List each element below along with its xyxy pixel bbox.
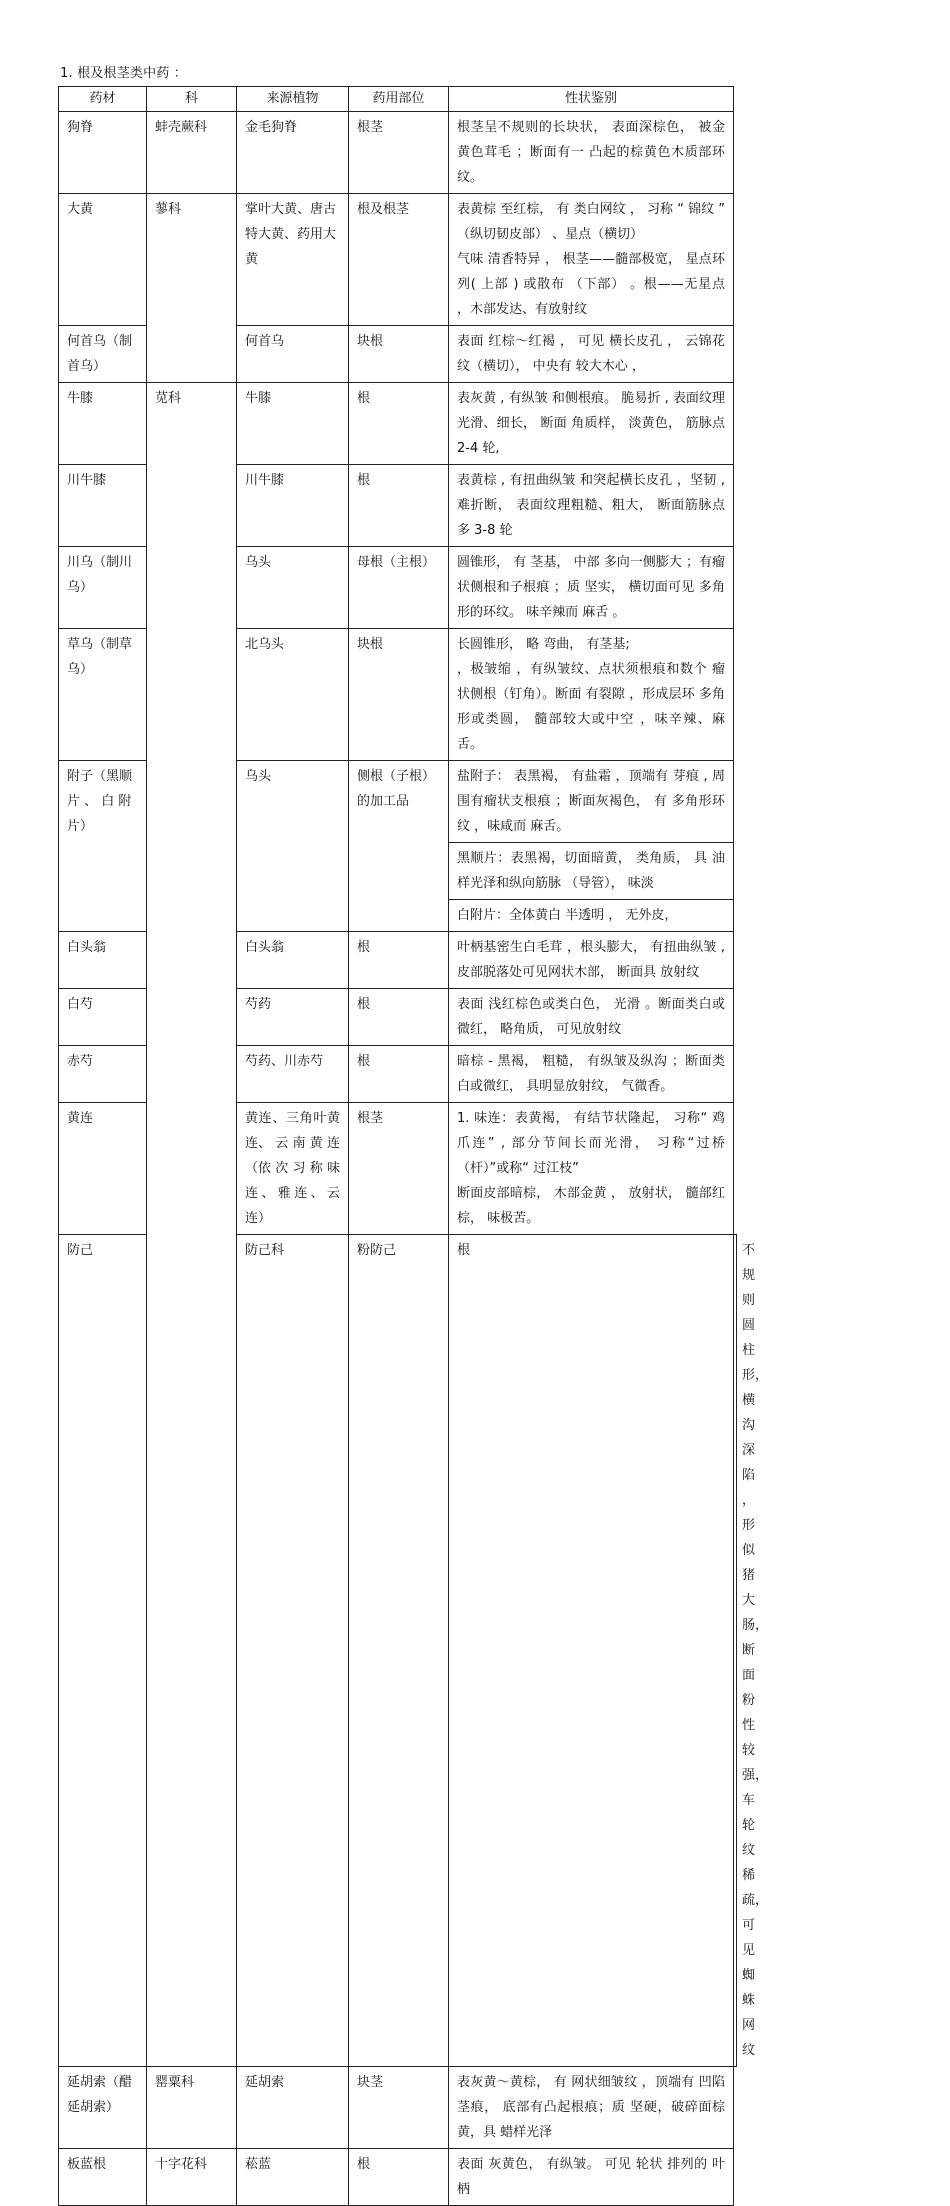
herb-name: 牛膝	[59, 383, 147, 465]
feature-text: 表灰黄～黄棕， 有 网状细皱纹 ，顶端有 凹陷茎痕， 底部有凸起根痕；质 坚硬，破碎面棕黄，具 蜡样光泽	[457, 2075, 725, 2140]
source-plant: 粉防己	[349, 1235, 449, 2067]
feature-text: 长圆锥形， 略 弯曲， 有茎基;	[457, 637, 630, 652]
medicinal-part: 根茎	[349, 112, 449, 194]
feature-text: 白附片：全体黄白 半透明 ， 无外皮，	[457, 908, 678, 923]
family-name: 蓼科	[147, 194, 237, 383]
source-plant: 菘蓝	[237, 2149, 349, 2206]
feature-text: 根茎呈不规则的长块状， 表面深棕色， 被金黄色茸毛 ；断面有一 凸起的棕黄色木质部环纹。	[457, 120, 725, 185]
medicinal-part: 根	[349, 2149, 449, 2206]
table-row	[59, 112, 737, 194]
medicinal-part: 根	[349, 383, 449, 465]
feature-text: 表黄棕 至红棕， 有 类白网纹 ， 习称 “ 锦纹 ” （纵切韧皮部） 、星点（横切）	[457, 202, 725, 242]
features-cell	[449, 112, 734, 194]
medicinal-part: 根	[349, 932, 449, 989]
feature-text: 表灰黄 , 有纵皱 和侧根痕。 脆易折 , 表面纹理光滑、细长， 断面 角质样， 淡黄色， 筋脉点 2-4 轮,	[457, 391, 725, 456]
features-cell	[449, 383, 734, 465]
source-plant: 芍药、川赤芍	[237, 1046, 349, 1103]
header-family: 科	[147, 87, 237, 112]
feature-text: 黑顺片：表黑褐，切面暗黄， 类角质， 具 油样光泽和纵向筋脉 （导管）， 味淡	[457, 851, 725, 891]
features-cell	[449, 326, 734, 383]
herb-name: 延胡索（醋延胡索）	[59, 2067, 147, 2149]
header-part: 药用部位	[349, 87, 449, 112]
features-cell	[449, 194, 734, 326]
source-plant: 乌头	[237, 547, 349, 629]
table-row	[59, 2149, 737, 2206]
feature-text: 表面 红棕～红褐 ， 可见 横长皮孔 ， 云锦花纹（横切）， 中央有 较大木心 ，	[457, 334, 725, 374]
herb-name: 附子（黑顺片 、 白 附片）	[59, 761, 147, 932]
herb-name: 白头翁	[59, 932, 147, 989]
feature-text: 叶柄基密生白毛茸 ，根头膨大， 有扭曲纵皱 , 皮部脱落处可见网状木部， 断面具 放射纹	[457, 940, 725, 980]
feature-text: 断面皮部暗棕， 木部金黄 ， 放射状， 髓部红棕， 味极苦。	[457, 1186, 725, 1226]
features-cell	[449, 989, 734, 1046]
feature-text: 表黄棕 , 有扭曲纵皱 和突起横长皮孔 ，坚韧 , 难折断， 表面纹理粗糙、粗大， 断面筋脉点多 3-8 轮	[457, 473, 725, 538]
features-cell	[449, 1046, 734, 1103]
source-plant: 延胡索	[237, 2067, 349, 2149]
medicinal-part: 根	[349, 1046, 449, 1103]
family-name: 苋科	[147, 383, 237, 2067]
features-cell	[449, 465, 734, 547]
feature-text: 气味 清香特异 ， 根茎——髓部极宽， 星点环列( 上部 ) 或散布 （下部） 。根——无星点 ，木部发达、有放射纹	[457, 252, 725, 317]
herb-name: 草乌（制草乌）	[59, 629, 147, 761]
features-cell	[449, 2149, 734, 2206]
herb-name: 赤芍	[59, 1046, 147, 1103]
medicinal-part: 根茎	[349, 1103, 449, 1235]
family-name: 蚌壳蕨科	[147, 112, 237, 194]
feature-text: 1. 味连：表黄褐， 有结节状隆起， 习称“ 鸡爪连” , 部分节间长而光滑， 习称“过桥（杆）”或称“ 过江枝”	[457, 1111, 725, 1176]
features-cell	[449, 932, 734, 989]
header-herb: 药材	[59, 87, 147, 112]
medicinal-part: 母根（主根）	[349, 547, 449, 629]
medicinal-part: 根	[449, 1235, 734, 2067]
source-plant: 金毛狗脊	[237, 112, 349, 194]
herb-name: 大黄	[59, 194, 147, 326]
herb-name: 板蓝根	[59, 2149, 147, 2206]
feature-text: 盐附子： 表黑褐， 有盐霜 ，顶端有 芽痕 , 周围有瘤状支根痕 ；断面灰褐色， 有 多角形环纹 ，味咸而 麻舌。	[457, 769, 725, 834]
source-plant: 黄连、三角叶黄连、 云 南 黄 连（依 次 习 称 味连、雅连、云连）	[237, 1103, 349, 1235]
herb-name: 黄连	[59, 1103, 147, 1235]
medicinal-part: 块茎	[349, 2067, 449, 2149]
medicinal-part: 根	[349, 989, 449, 1046]
features-cell	[449, 629, 734, 761]
medicinal-part: 侧根（子根）的加工品	[349, 761, 449, 932]
features-cell	[449, 900, 734, 932]
features-cell	[449, 761, 734, 843]
medicinal-part: 块根	[349, 629, 449, 761]
herb-name: 川乌（制川乌）	[59, 547, 147, 629]
features-cell	[449, 547, 734, 629]
source-plant: 北乌头	[237, 629, 349, 761]
medicinal-part: 根及根茎	[349, 194, 449, 326]
source-plant: 乌头	[237, 761, 349, 932]
herb-name: 狗脊	[59, 112, 147, 194]
section-heading: 1. 根及根茎类中药 ：	[60, 66, 188, 81]
features-cell: 不规则圆柱形， 横沟深陷 ，形似猪大肠， 断面粉性较强， 车轮纹稀疏， 可见蜘蛛网纹	[734, 1235, 737, 2067]
header-features: 性状鉴别	[449, 87, 734, 112]
feature-text: ，极皱缩 ，有纵皱纹、点状须根痕和数个 瘤状侧根（钉角）。断面 有裂隙 ，形成层环 多角形或类圆， 髓部较大或中空 ，味辛辣、麻舌。	[457, 662, 725, 752]
family-name: 罂粟科	[147, 2067, 237, 2149]
medicinal-part: 块根	[349, 326, 449, 383]
features-cell	[449, 1103, 734, 1235]
feature-text: 圆锥形， 有 茎基， 中部 多向一侧膨大 ；有瘤状侧根和子根痕 ；质 坚实， 横切面可见 多角形的环纹。 味辛辣而 麻舌 。	[457, 555, 725, 620]
herb-table	[58, 86, 769, 2206]
features-cell	[449, 2067, 734, 2149]
source-plant: 何首乌	[237, 326, 349, 383]
table-row	[59, 2067, 737, 2149]
family-name: 防己科	[237, 1235, 349, 2067]
source-plant: 掌叶大黄、唐古特大黄、药用大黄	[237, 194, 349, 326]
feature-text: 表面 浅红棕色或类白色， 光滑 。断面类白或微红， 略角质， 可见放射纹	[457, 997, 725, 1037]
herb-name: 何首乌（制首乌）	[59, 326, 147, 383]
herb-name: 白芍	[59, 989, 147, 1046]
features-cell	[449, 843, 734, 900]
table-header-row	[59, 87, 737, 112]
header-plant: 来源植物	[237, 87, 349, 112]
feature-text: 暗棕 - 黑褐， 粗糙， 有纵皱及纵沟 ；断面类白或微红， 具明显放射纹， 气微香。	[457, 1054, 725, 1094]
herb-name: 防己	[59, 1235, 147, 2067]
table-row	[59, 383, 737, 465]
herb-name: 川牛膝	[59, 465, 147, 547]
source-plant: 白头翁	[237, 932, 349, 989]
medicinal-part: 根	[349, 465, 449, 547]
family-name: 十字花科	[147, 2149, 237, 2206]
source-plant: 牛膝	[237, 383, 349, 465]
source-plant: 芍药	[237, 989, 349, 1046]
source-plant: 川牛膝	[237, 465, 349, 547]
feature-text: 表面 灰黄色， 有纵皱。 可见 轮状 排列的 叶柄	[457, 2157, 725, 2197]
table-row	[59, 194, 737, 326]
